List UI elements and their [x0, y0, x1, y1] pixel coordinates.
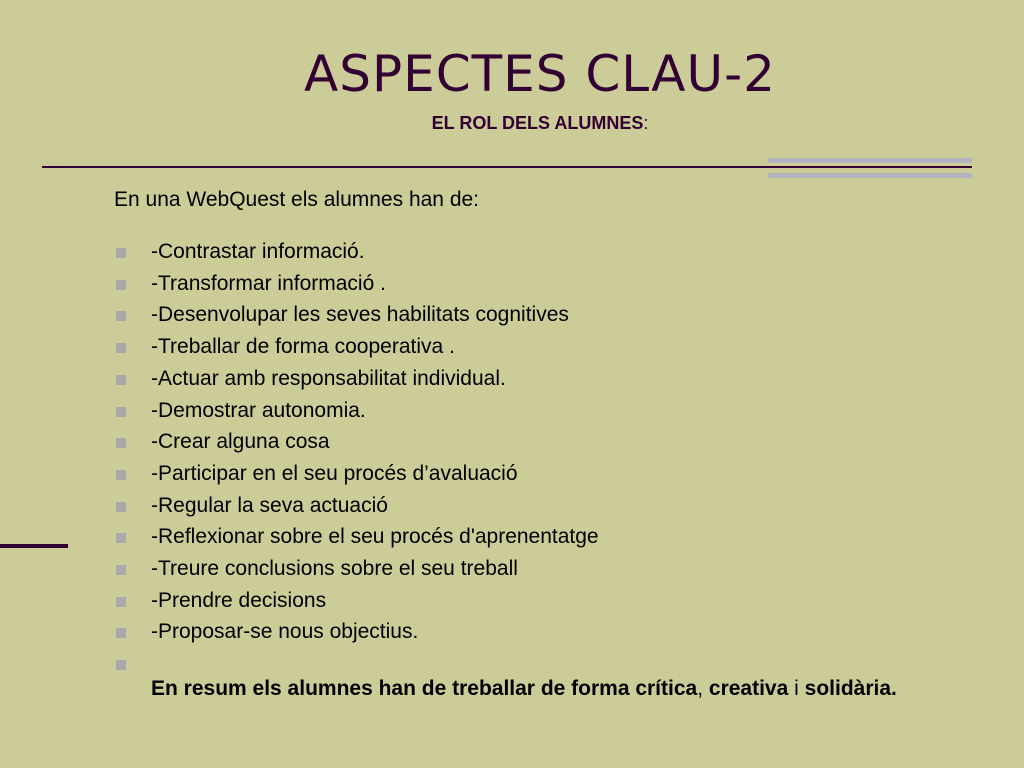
list-item-text: -Reflexionar sobre el seu procés d'aprenentatge [151, 525, 599, 549]
list-item-text: -Transformar informació . [151, 271, 386, 295]
intro-text: En una WebQuest els alumnes han de: [114, 188, 480, 211]
list-item [114, 490, 964, 522]
summary-part-creativa: creativa [708, 677, 789, 700]
list-item [114, 521, 964, 553]
square-bullet-icon [116, 628, 126, 638]
list-item-text: -Treure conclusions sobre el seu treball [151, 557, 518, 581]
square-bullet-icon [116, 533, 126, 543]
list-item [114, 236, 964, 268]
list-item-text: -Treballar de forma cooperativa . [151, 335, 455, 359]
square-bullet-icon [116, 597, 126, 607]
list-item [114, 331, 964, 363]
summary-part-critica: En resum els alumnes han de treballar de forma crítica [151, 677, 698, 700]
list-item [114, 426, 964, 458]
slide-title: ASPECTES CLAU-2 [304, 45, 776, 103]
slide-subtitle [0, 111, 1024, 135]
list-item [114, 616, 964, 648]
list-item-text: -Crear alguna cosa [151, 430, 330, 454]
summary-separator-comma: , [697, 677, 709, 700]
list-item-text: -Prendre decisions [151, 588, 327, 612]
square-bullet-icon [116, 470, 126, 480]
accent-bar-bottom [768, 173, 972, 178]
list-item [114, 553, 964, 585]
square-bullet-icon [116, 375, 126, 385]
square-bullet-icon [116, 311, 126, 321]
square-bullet-icon [116, 565, 126, 575]
square-bullet-icon [116, 280, 126, 290]
list-item-text: -Demostrar autonomia. [151, 398, 366, 422]
list-item [114, 585, 964, 617]
list-item [114, 458, 964, 490]
square-bullet-icon [116, 407, 126, 417]
list-item-text: -Participar en el seu procés d’avaluació [151, 461, 518, 485]
list-item-text: -Contrastar informació. [151, 240, 365, 263]
list-item [114, 268, 964, 300]
side-accent-mark [0, 544, 68, 548]
square-bullet-icon [116, 438, 126, 448]
accent-bar-top [768, 158, 972, 163]
summary-part-solidaria: solidària. [804, 677, 897, 700]
list-item-text: -Regular la seva actuació [151, 493, 388, 517]
list-item [114, 395, 964, 427]
summary-text [151, 676, 971, 702]
list-item-text: -Desenvolupar les seves habilitats cognitives [151, 303, 569, 327]
list-item-text: -Actuar amb responsabilitat individual. [151, 366, 506, 390]
bullet-list [114, 236, 964, 648]
title-divider [42, 166, 972, 168]
square-bullet-icon [116, 502, 126, 512]
subtitle-colon: : [643, 113, 649, 133]
list-item [114, 363, 964, 395]
square-bullet-icon [116, 343, 126, 353]
list-item [114, 299, 964, 331]
list-item-text: -Proposar-se nous objectius. [151, 620, 419, 644]
square-bullet-icon [116, 248, 126, 258]
subtitle-text: EL ROL DELS ALUMNES [431, 113, 644, 133]
summary-separator-i: i [788, 677, 805, 700]
square-bullet-icon [116, 660, 126, 670]
